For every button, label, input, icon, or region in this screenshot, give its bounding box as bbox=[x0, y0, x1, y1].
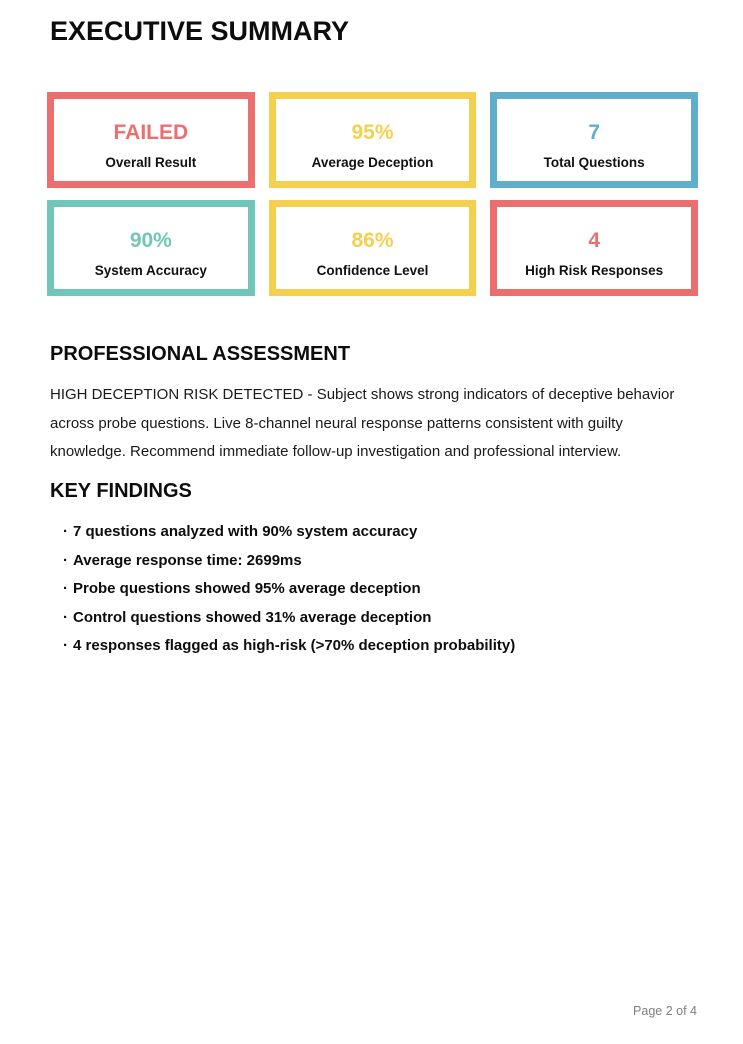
finding-item bbox=[63, 518, 693, 547]
stat-value: 4 bbox=[588, 229, 600, 252]
finding-text: 7 questions analyzed with 90% system accuracy bbox=[73, 523, 418, 540]
stat-label: Overall Result bbox=[105, 155, 197, 170]
bullet-icon: · bbox=[63, 608, 68, 626]
finding-text: 4 responses flagged as high-risk (>70% deception probability) bbox=[73, 637, 516, 654]
bullet-icon: · bbox=[63, 637, 68, 654]
finding-item bbox=[63, 604, 693, 633]
bullet-icon: · bbox=[63, 580, 68, 597]
stat-value: FAILED bbox=[113, 121, 189, 144]
stat-value: 90% bbox=[129, 229, 172, 252]
finding-text: Average response time: 2699ms bbox=[73, 551, 302, 569]
finding-text: Control questions showed 31% average deception bbox=[73, 608, 432, 626]
finding-item bbox=[63, 575, 693, 604]
stat-card-average-deception bbox=[269, 92, 477, 188]
stat-card-total-questions bbox=[490, 92, 698, 188]
stat-label: System Accuracy bbox=[94, 263, 207, 278]
assessment-body-text: HIGH DECEPTION RISK DETECTED - Subject shows strong indicators of deceptive behavior across probe questions. Live 8-channel neural response patterns consistent with guilty knowledge. Recommend immediate follow-up investigation and professional interview. bbox=[50, 386, 675, 460]
stat-card-confidence-level bbox=[269, 200, 477, 296]
stat-value: 95% bbox=[351, 121, 394, 144]
section-heading-key-findings: KEY FINDINGS bbox=[50, 480, 192, 502]
stat-card-system-accuracy bbox=[47, 200, 255, 296]
stat-card-high-risk-responses bbox=[490, 200, 698, 296]
finding-item bbox=[63, 632, 693, 661]
page-title: EXECUTIVE SUMMARY bbox=[50, 16, 350, 46]
bullet-icon: · bbox=[63, 523, 68, 540]
stat-value: 7 bbox=[588, 121, 600, 144]
finding-text: Probe questions showed 95% average deception bbox=[73, 580, 421, 597]
stat-label: Total Questions bbox=[543, 155, 645, 170]
stat-card-grid bbox=[47, 92, 698, 296]
stat-card-overall-result bbox=[47, 92, 255, 188]
bullet-icon: · bbox=[63, 551, 68, 569]
page-number: Page 2 of 4 bbox=[633, 1004, 697, 1018]
stat-label: High Risk Responses bbox=[525, 263, 664, 278]
stat-label: Confidence Level bbox=[316, 263, 429, 278]
stat-value: 86% bbox=[351, 229, 394, 252]
stat-label: Average Deception bbox=[311, 155, 434, 170]
finding-item bbox=[63, 547, 693, 576]
section-heading-professional-assessment: PROFESSIONAL ASSESSMENT bbox=[50, 343, 351, 365]
findings-list bbox=[63, 518, 693, 661]
